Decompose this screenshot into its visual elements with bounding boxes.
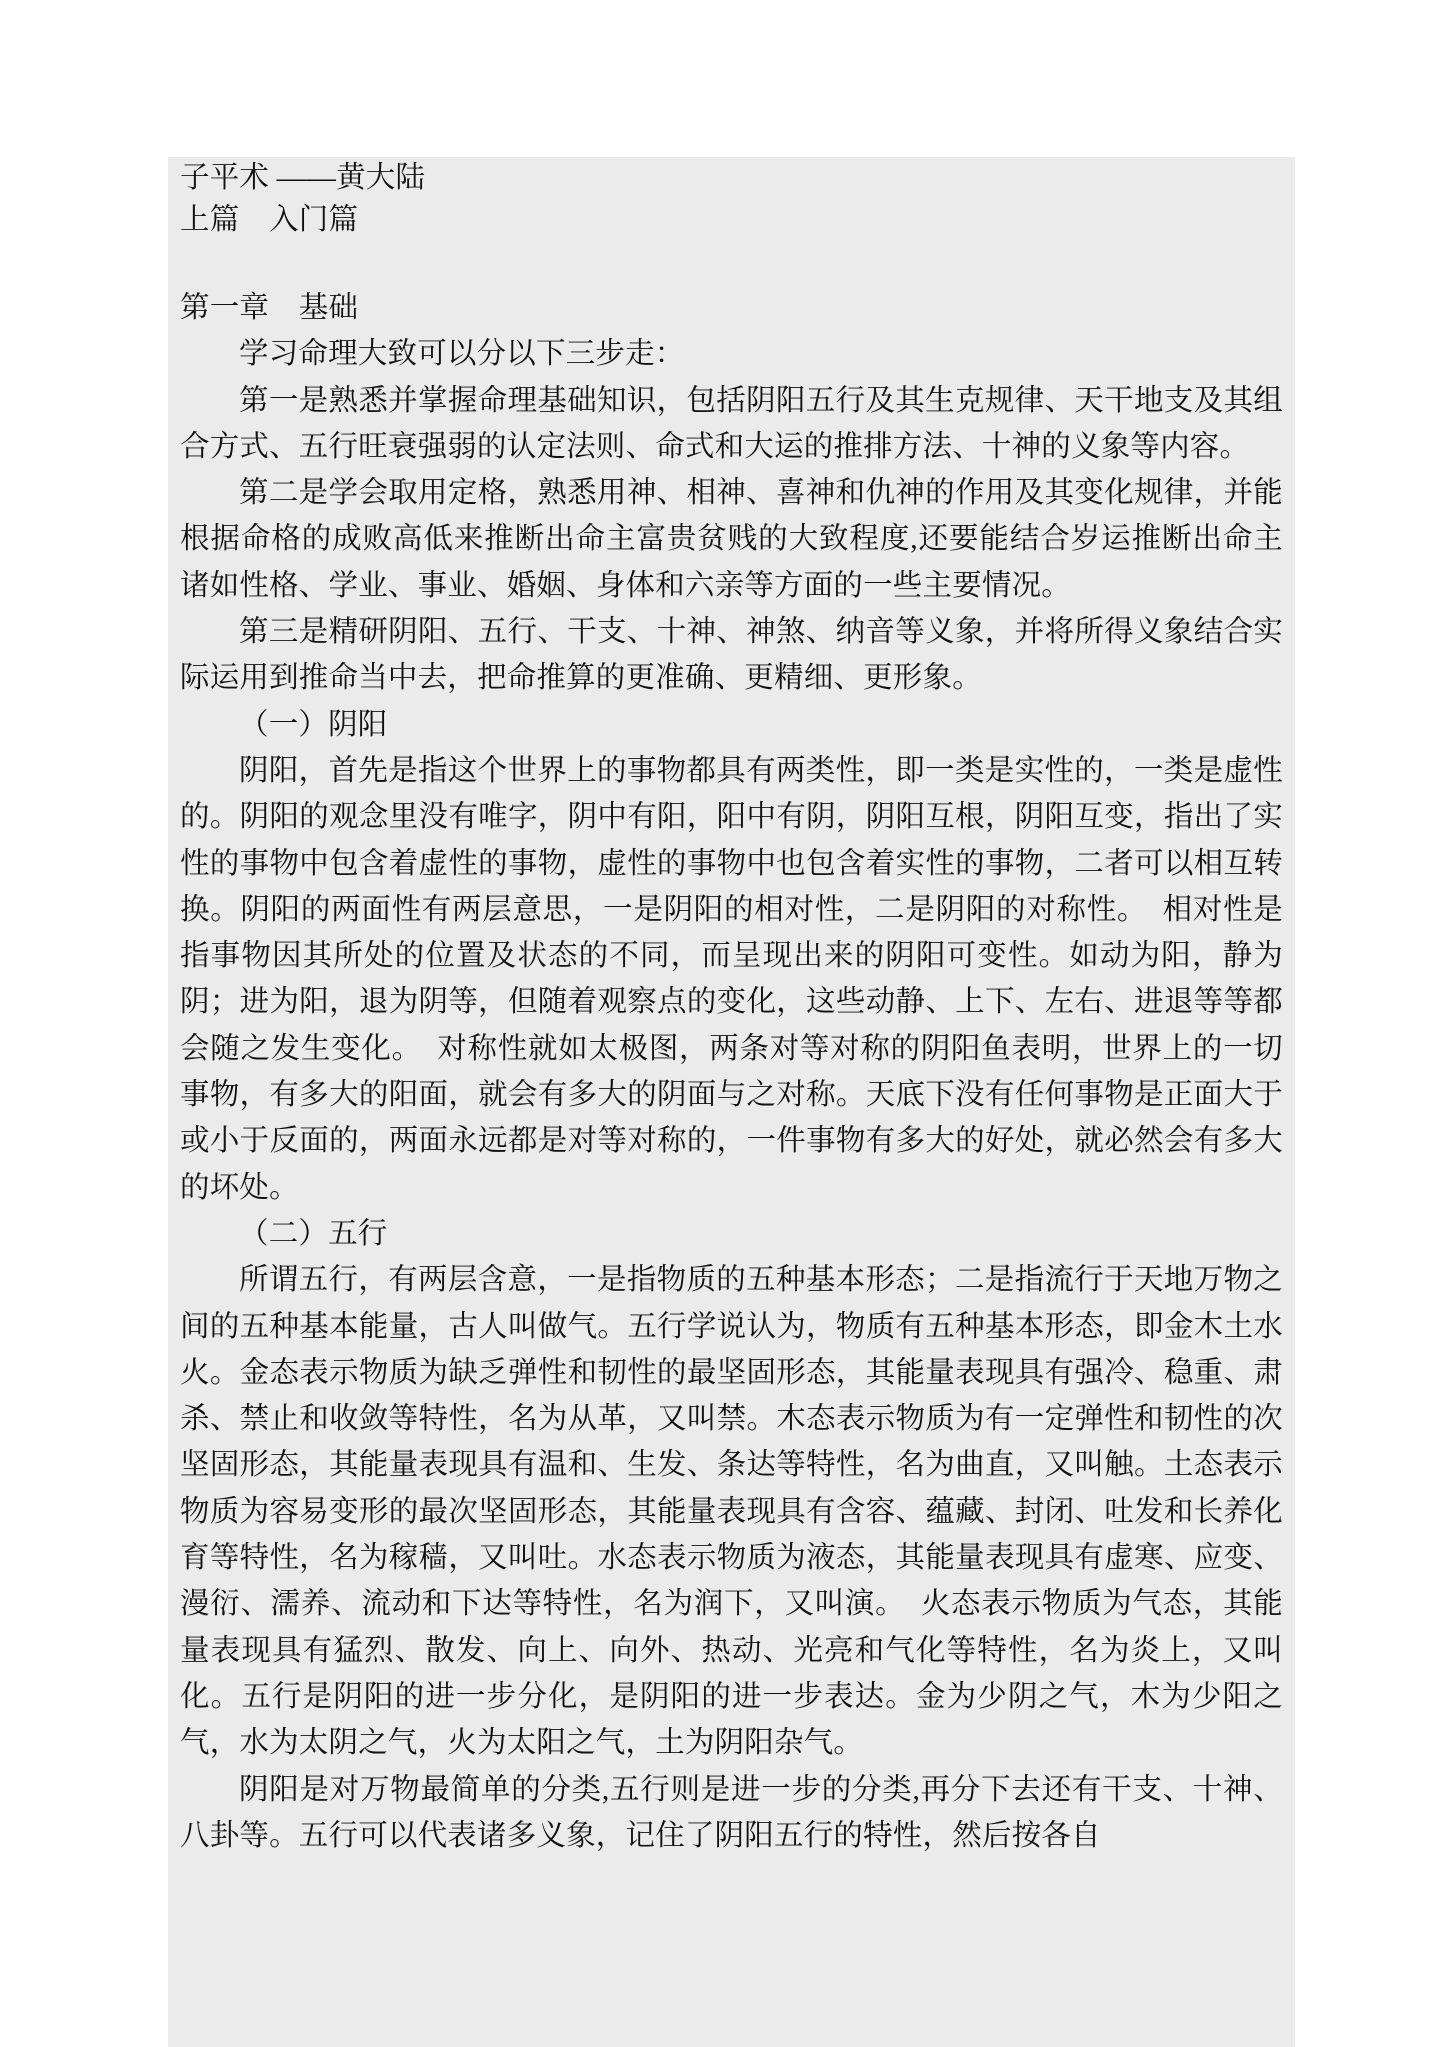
paragraph-intro: 学习命理大致可以分以下三步走： [239,338,685,371]
paragraph-wuxing: 所谓五行，有两层含意，一是指物质的五种基本形态；二是指流行于天地万物之间的五种基本能量，古人叫做气。五行学说认为，物质有五种基本形态，即金木土水火。金态表示物质为缺乏弹性和韧性的最坚固形态，其能量表现具有强冷、稳重、肃杀、禁止和收敛等特性，名为从革，又叫禁。木态表示物质为有一定弹性和韧性的次坚固形态，其能量表现具有温和、生发、条达等特性，名为曲直，又叫触。土态表示物质为容易变形的最次坚固形态，其能量表现具有含容、蕴藏、封闭、吐发和长养化育等特性，名为稼穑，又叫吐。水态表示物质为液态，其能量表现具有虚寒、应变、漫衍、濡养、流动和下达等特性，名为润下，又叫演。 火态表示物质为气态，其能量表现具有猛烈、散发、向上、向外、热动、光亮和气化等特性，名为炎上，又叫化。五行是阴阳的进一步分化，是阴阳的进一步表达。金为少阴之气，木为少阳之气，水为太阴之气，火为太阳之气，土为阴阳杂气。 [180,1264,1283,1760]
document-title: 子平术 ——黄大陆 [180,162,426,194]
chapter-heading: 第一章 基础 [180,292,359,324]
title-spacer [168,241,1295,285]
section-heading-wuxing: （二）五行 [239,1217,388,1250]
paragraph-step-two: 第二是学会取用定格，熟悉用神、相神、喜神和仇神的作用及其变化规律，并能根据命格的成败高低来推断出命主富贵贫贱的大致程度,还要能结合岁运推断出命主诸如性格、学业、事业、婚姻、身体和六亲等方面的一些主要情况。 [180,477,1283,602]
document-body [168,157,1295,1859]
paragraph-yinyang: 阴阳，首先是指这个世界上的事物都具有两类性，即一类是实性的，一类是虚性的。阴阳的观念里没有唯字，阴中有阳，阳中有阴，阴阳互根，阴阳互变，指出了实性的事物中包含着虚性的事物，虚性的事物中也包含着实性的事物，二者可以相互转换。阴阳的两面性有两层意思，一是阴阳的相对性，二是阴阳的对称性。 相对性是指事物因其所处的位置及状态的不同，而呈现出来的阴阳可变性。如动为阳，静为阴；进为阳，退为阴等，但随着观察点的变化，这些动静、上下、左右、进退等等都会随之发生变化。 对称性就如太极图，两条对等对称的阴阳鱼表明，世界上的一切事物，有多大的阳面，就会有多大的阴面与之对称。天底下没有任何事物是正面大于或小于反面的，两面永远都是对等对称的，一件事物有多大的好处，就必然会有多大的坏处。 [180,754,1283,1204]
paragraph-step-three: 第三是精研阴阳、五行、干支、十神、神煞、纳音等义象，并将所得义象结合实际运用到推命当中去，把命推算的更准确、更精细、更形象。 [180,616,1283,695]
document-page [168,157,1295,2047]
section-heading-yinyang: （一）阴阳 [239,708,388,741]
paragraph-step-one: 第一是熟悉并掌握命理基础知识，包括阴阳五行及其生克规律、天干地支及其组合方式、五行旺衰强弱的认定法则、命式和大运的推排方法、十神的义象等内容。 [180,384,1283,463]
paragraph-wuxing-tail: 阴阳是对万物最简单的分类,五行则是进一步的分类,再分下去还有干支、十神、八卦等。五行可以代表诸多义象，记住了阴阳五行的特性，然后按各自 [180,1773,1283,1852]
document-subtitle: 上篇 入门篇 [180,204,359,236]
